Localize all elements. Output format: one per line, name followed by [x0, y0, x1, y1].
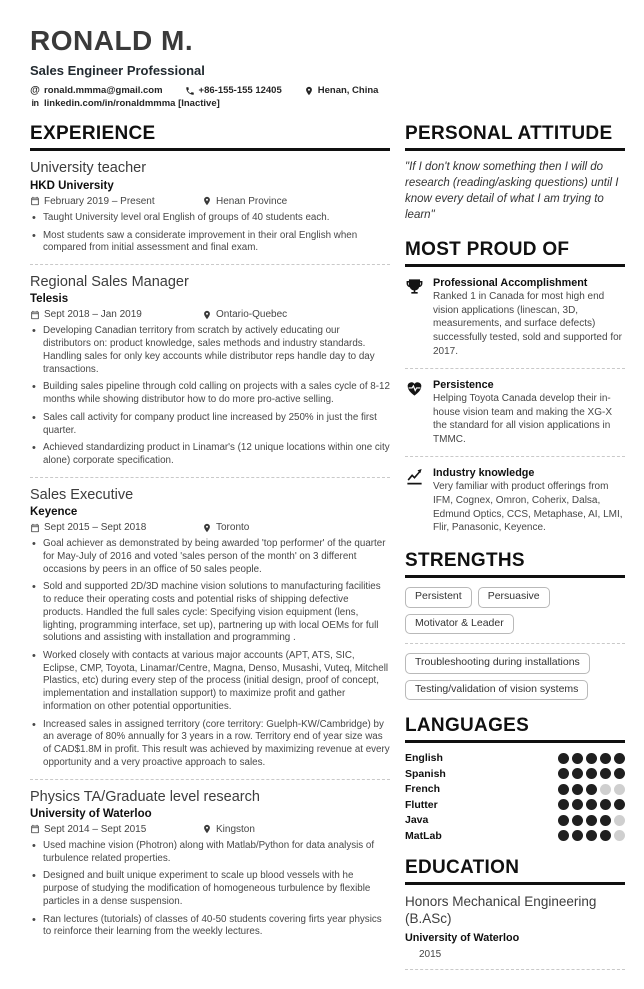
- contact-info: [30, 85, 625, 109]
- rating-dot-filled: [572, 815, 583, 826]
- job-bullet: • Sales call activity for company product line increased by 250% in just the first quarter.: [30, 412, 390, 437]
- job-divider: [30, 779, 390, 780]
- strength-pill: Persuasive: [478, 587, 550, 608]
- calendar-icon: [30, 310, 40, 320]
- job-bullet: • Designed and built unique experiment to scale up blood vessels with he purpose of studying the modification of homogeneous turbulence by flexible particles in a dense suspension.: [30, 870, 390, 908]
- contact-linkedin[interactable]: [30, 98, 220, 109]
- job-dates: February 2019 – Present: [44, 195, 155, 207]
- job-dates: Sept 2018 – Jan 2019: [44, 309, 142, 321]
- heart-pulse-icon: [405, 379, 424, 398]
- job-dates-item: [30, 824, 202, 835]
- proud-item-text: Very familiar with product offerings from IFM, Cognex, Omron, Coherix, Dalsa, Edmund Optics, CCS, Metaphase, AI, LMI, Flir, Panasonic, Keyence.: [433, 481, 623, 534]
- pin-icon: [202, 196, 212, 206]
- contact-location: [304, 85, 379, 96]
- rating-dot-filled: [572, 784, 583, 795]
- calendar-icon: [30, 824, 40, 834]
- job-location-item: [202, 309, 287, 320]
- job-location-item: [202, 522, 249, 533]
- rating-dot-filled: [572, 768, 583, 779]
- calendar-icon: [30, 523, 40, 533]
- calendar-icon: [405, 949, 415, 959]
- most-proud-of-heading: MOST PROUD OF: [405, 239, 625, 267]
- professional-title: Sales Engineer Professional: [30, 63, 205, 79]
- job-meta: [30, 196, 390, 207]
- trophy-icon: [405, 277, 424, 296]
- rating-dot-filled: [614, 753, 625, 764]
- rating-dot-filled: [586, 830, 597, 841]
- language-row: [405, 752, 625, 764]
- proud-item-title: Professional Accomplishment: [433, 276, 588, 289]
- strength-pill: Testing/validation of vision systems: [405, 680, 588, 701]
- pin-icon: [202, 523, 212, 533]
- language-rating: [558, 753, 625, 764]
- education-school: University of Waterloo: [405, 931, 520, 944]
- rating-dot-filled: [600, 830, 611, 841]
- education-year: 2015: [419, 948, 442, 960]
- rating-dot-filled: [558, 784, 569, 795]
- language-rating: [558, 815, 625, 826]
- language-row: [405, 783, 625, 795]
- language-row: [405, 799, 625, 811]
- language-name: Java: [405, 814, 429, 827]
- rating-dot-empty: [600, 784, 611, 795]
- job-entry: [30, 487, 390, 770]
- job-title: Regional Sales Manager: [30, 273, 189, 290]
- contact-text: +86-155-155 12405: [198, 85, 282, 97]
- proud-item-title: Industry knowledge: [433, 467, 535, 480]
- strength-pill: Persistent: [405, 587, 472, 608]
- job-bullets: [30, 325, 390, 467]
- sidebar-column: [405, 123, 625, 978]
- job-bullet: • Taught University level oral English of groups of 40 students each.: [30, 212, 390, 225]
- job-bullet: • Worked closely with contacts at various major accounts (APT, ATS, SIC, Eclipse, CMP, Toyota, Linamar/Centre, Magna, Denso, Musashi, Vuteq, Mitchell Plastics, etc) during every step of the process (initial design, proof of concept, implementation and installation support) to maximize profit and gather information on other potential opportunities.: [30, 650, 390, 714]
- contact-line: [30, 85, 625, 96]
- education-year-row: [405, 949, 625, 960]
- language-name: Spanish: [405, 767, 446, 780]
- job-bullet: • Increased sales in assigned territory (core territory: Guelph-KW/Cambridge) by an average of 80% annually for 3 years in a row. Territory end of year size was of CAD$1.8M in profit. This result was achieved by maximizing revenue at every opportunity and a very proactive approach to sales.: [30, 719, 390, 770]
- calendar-icon: [30, 196, 40, 206]
- strengths-divider: [405, 643, 625, 644]
- job-location-item: [202, 824, 255, 835]
- pin-icon: [202, 310, 212, 320]
- proud-item-text: Helping Toyota Canada develop their in-house vision team and making the XG-X the standard for all vision applications in TMMC.: [433, 392, 612, 446]
- contact-email[interactable]: [30, 85, 163, 96]
- rating-dot-filled: [558, 768, 569, 779]
- rating-dot-filled: [572, 799, 583, 810]
- language-row: [405, 830, 625, 842]
- job-title: Sales Executive: [30, 486, 134, 503]
- proud-divider: [405, 368, 625, 369]
- job-list: [30, 160, 390, 939]
- job-company: Telesis: [30, 293, 69, 306]
- job-bullet: • Goal achiever as demonstrated by being awarded 'top performer' of the quarter for May-July of 2016 and voted 'sales person of the month' on 3 different occasions by peers in an office of 50 sales people.: [30, 538, 390, 576]
- language-rating: [558, 784, 625, 795]
- resume-header: [30, 26, 625, 109]
- job-dates: Sept 2015 – Sept 2018: [44, 522, 147, 534]
- proud-divider: [405, 456, 625, 457]
- job-bullets: [30, 212, 390, 255]
- job-company: University of Waterloo: [30, 807, 152, 820]
- person-name: RONALD M.: [30, 25, 194, 56]
- proud-item: [405, 378, 625, 447]
- job-meta: [30, 522, 390, 533]
- job-title: Physics TA/Graduate level research: [30, 788, 260, 805]
- rating-dot-filled: [600, 768, 611, 779]
- pin-icon: [304, 86, 314, 96]
- job-dates-item: [30, 309, 202, 320]
- proud-item: [405, 276, 625, 359]
- rating-dot-empty: [614, 784, 625, 795]
- strengths-heading: STRENGTHS: [405, 550, 625, 578]
- education-degree: Honors Mechanical Engineering (B.ASc): [405, 893, 597, 926]
- language-rating: [558, 768, 625, 779]
- proud-item: [405, 466, 625, 535]
- personal-attitude-heading: PERSONAL ATTITUDE: [405, 123, 625, 151]
- rating-dot-filled: [614, 799, 625, 810]
- rating-dot-filled: [558, 815, 569, 826]
- rating-dot-filled: [558, 799, 569, 810]
- language-name: MatLab: [405, 829, 442, 842]
- contact-text: Henan, China: [317, 85, 379, 97]
- contact-text: linkedin.com/in/ronaldmmma [Inactive]: [44, 98, 220, 110]
- most-proud-of-list: [405, 276, 625, 535]
- rating-dot-filled: [586, 784, 597, 795]
- language-name: French: [405, 783, 441, 796]
- job-company: HKD University: [30, 179, 114, 192]
- rating-dot-filled: [572, 830, 583, 841]
- job-dates: Sept 2014 – Sept 2015: [44, 823, 147, 835]
- job-bullet: • Most students saw a considerate improvement in their oral English when compared from initial assessment and final exam.: [30, 230, 390, 255]
- phone-icon: [185, 86, 195, 96]
- contact-line: [30, 98, 625, 109]
- language-rating: [558, 830, 625, 841]
- job-bullet: • Ran lectures (tutorials) of classes of 40-50 students covering firts year physics to reinforce their learning from the weekly lectures.: [30, 914, 390, 939]
- chart-icon: [405, 467, 424, 486]
- job-meta: [30, 309, 390, 320]
- job-bullet: • Used machine vision (Photron) along with Matlab/Python for data analysis of turbulence related properties.: [30, 840, 390, 865]
- job-location-item: [202, 196, 287, 207]
- job-location: Toronto: [216, 522, 250, 534]
- language-rating: [558, 799, 625, 810]
- job-dates-item: [30, 196, 202, 207]
- job-dates-item: [30, 522, 202, 533]
- rating-dot-filled: [586, 799, 597, 810]
- job-location: Kingston: [216, 823, 255, 835]
- proud-item-text: Ranked 1 in Canada for most high end vision applications (linescan, 3D, measurements, and surface defects) successfully tested, sold and supported for 2017.: [433, 290, 622, 358]
- rating-dot-filled: [600, 815, 611, 826]
- rating-dot-filled: [586, 768, 597, 779]
- language-list: [405, 752, 625, 842]
- personal-attitude-quote: "If I don't know something then I will do research (reading/asking questions) until I know every detail of what I am trying to learn": [405, 161, 619, 221]
- language-row: [405, 768, 625, 780]
- rating-dot-filled: [600, 799, 611, 810]
- job-divider: [30, 477, 390, 478]
- job-bullet: • Developing Canadian territory from scratch by actively educating our distributors on: product knowledge, sales methods and industry standards. Handling sales for only key accounts while distributor reps handle day to day transactions.: [30, 325, 390, 376]
- education-divider: [405, 969, 625, 970]
- job-location: Henan Province: [216, 195, 288, 207]
- at-icon: @: [30, 84, 40, 96]
- strength-traits: [405, 587, 625, 634]
- proud-item-title: Persistence: [433, 378, 494, 391]
- rating-dot-filled: [558, 753, 569, 764]
- two-column-layout: [30, 123, 625, 978]
- job-company: Keyence: [30, 506, 78, 519]
- contact-text: ronald.mmma@gmail.com: [44, 85, 163, 97]
- strength-pill: Troubleshooting during installations: [405, 653, 590, 674]
- language-name: Flutter: [405, 798, 438, 811]
- job-entry: [30, 160, 390, 255]
- languages-heading: LANGUAGES: [405, 715, 625, 743]
- rating-dot-filled: [586, 815, 597, 826]
- job-meta: [30, 824, 390, 835]
- contact-phone: [185, 85, 282, 96]
- rating-dot-filled: [586, 753, 597, 764]
- pin-icon: [202, 824, 212, 834]
- experience-heading: EXPERIENCE: [30, 123, 390, 151]
- job-bullet: • Building sales pipeline through cold calling on projects with a sales cycle of 8-12 months while showing distributor how to do more pro-active selling.: [30, 381, 390, 406]
- linkedin-icon: in: [31, 98, 39, 109]
- rating-dot-filled: [572, 753, 583, 764]
- rating-dot-filled: [558, 830, 569, 841]
- strength-pill: Motivator & Leader: [405, 614, 514, 635]
- job-bullet: • Achieved standardizing product in Linamar's (12 unique locations within one city alone) corporate specification.: [30, 442, 390, 467]
- experience-section: [30, 123, 390, 978]
- job-entry: [30, 274, 390, 468]
- job-bullets: [30, 538, 390, 769]
- education-heading: EDUCATION: [405, 857, 625, 885]
- language-name: English: [405, 752, 443, 765]
- job-divider: [30, 264, 390, 265]
- job-location: Ontario-Quebec: [216, 309, 288, 321]
- rating-dot-empty: [614, 815, 625, 826]
- strength-skills: [405, 653, 625, 700]
- job-bullet: • Sold and supported 2D/3D machine vision solutions to manufacturing facilities to reduce their operating costs and potential risks of shipping defective products. Handled the full sales cycle: Specifying vision equipment (lens, lighting, programming interface, set up), partnering up with local OEMs for full solutions and assisting with installation and programming .: [30, 581, 390, 645]
- language-row: [405, 814, 625, 826]
- rating-dot-filled: [614, 768, 625, 779]
- job-bullets: [30, 840, 390, 939]
- rating-dot-filled: [600, 753, 611, 764]
- rating-dot-empty: [614, 830, 625, 841]
- job-entry: [30, 789, 390, 940]
- job-title: University teacher: [30, 160, 147, 177]
